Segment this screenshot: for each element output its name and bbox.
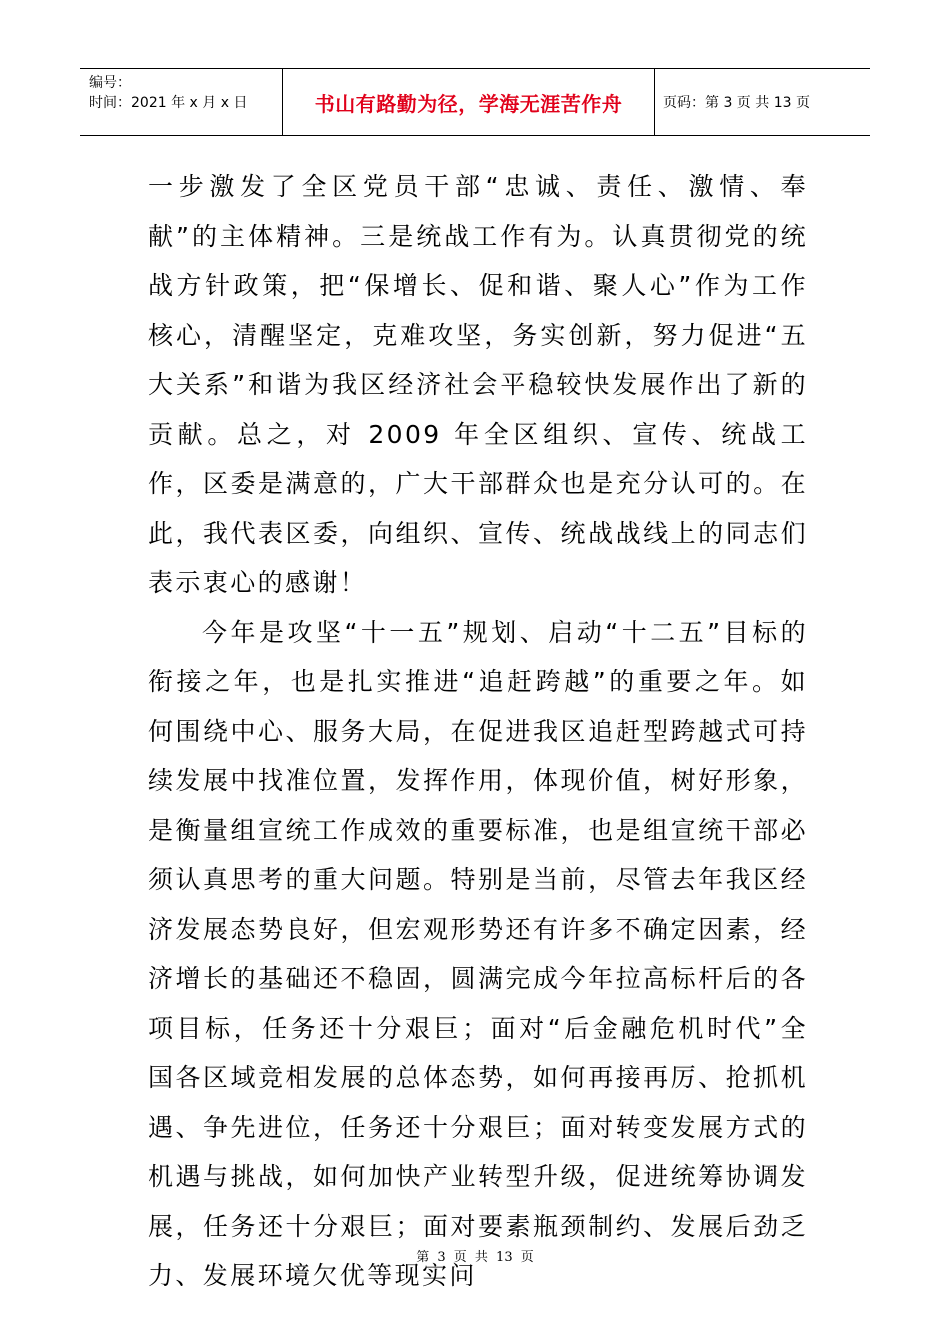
header-page-info: 页码：第 3 页 共 13 页	[663, 95, 810, 111]
header-meta-cell	[80, 69, 283, 135]
page-footer: 第 3 页 共 13 页	[416, 1250, 534, 1265]
document-number-label: 编号：	[89, 75, 131, 91]
body-paragraph: 一步激发了全区党员干部“忠诚、责任、激情、奉献”的主体精神。三是统战工作有为。认真贯彻党的统战方针政策，把“保增长、促和谐、聚人心”作为工作核心，清醒坚定，克难攻坚，务实创新，努力促进“五大关系”和谐为我区经济社会平稳较快发展作出了新的贡献。总之，对 2009 年全区组织、宣传、统战工作，区委是满意的，广大干部群众也是充分认可的。在此，我代表区委，向组织、宣传、统战战线上的同志们表示衷心的感谢！	[148, 172, 808, 597]
document-header	[80, 68, 870, 136]
body-paragraph: 今年是攻坚“十一五”规划、启动“十二五”目标的衔接之年，也是扎实推进“追赶跨越”的重要之年。如何围绕中心、服务大局，在促进我区追赶型跨越式可持续发展中找准位置，发挥作用，体现价值，树好形象，是衡量组宣统工作成效的重要标准，也是组宣统干部必须认真思考的重大问题。特别是当前，尽管去年我区经济发展态势良好，但宏观形势还有许多不确定因素，经济增长的基础还不稳固，圆满完成今年拉高标杆后的各项目标，任务还十分艰巨；面对“后金融危机时代”全国各区域竞相发展的总体态势，如何再接再厉、抢抓机遇、争先进位，任务还十分艰巨；面对转变发展方式的机遇与挑战，如何加快产业转型升级，促进统筹协调发展，任务还十分艰巨；面对要素瓶颈制约、发展后劲乏力、发展环境欠优等现实问	[148, 617, 808, 1290]
header-motto: 书山有路勤为径，学海无涯苦作舟	[314, 91, 623, 116]
header-motto-cell	[283, 69, 655, 135]
document-date-label: 时间：2021 年 x 月 x 日	[89, 95, 248, 111]
header-page-cell	[655, 69, 870, 135]
document-body	[148, 162, 808, 1301]
